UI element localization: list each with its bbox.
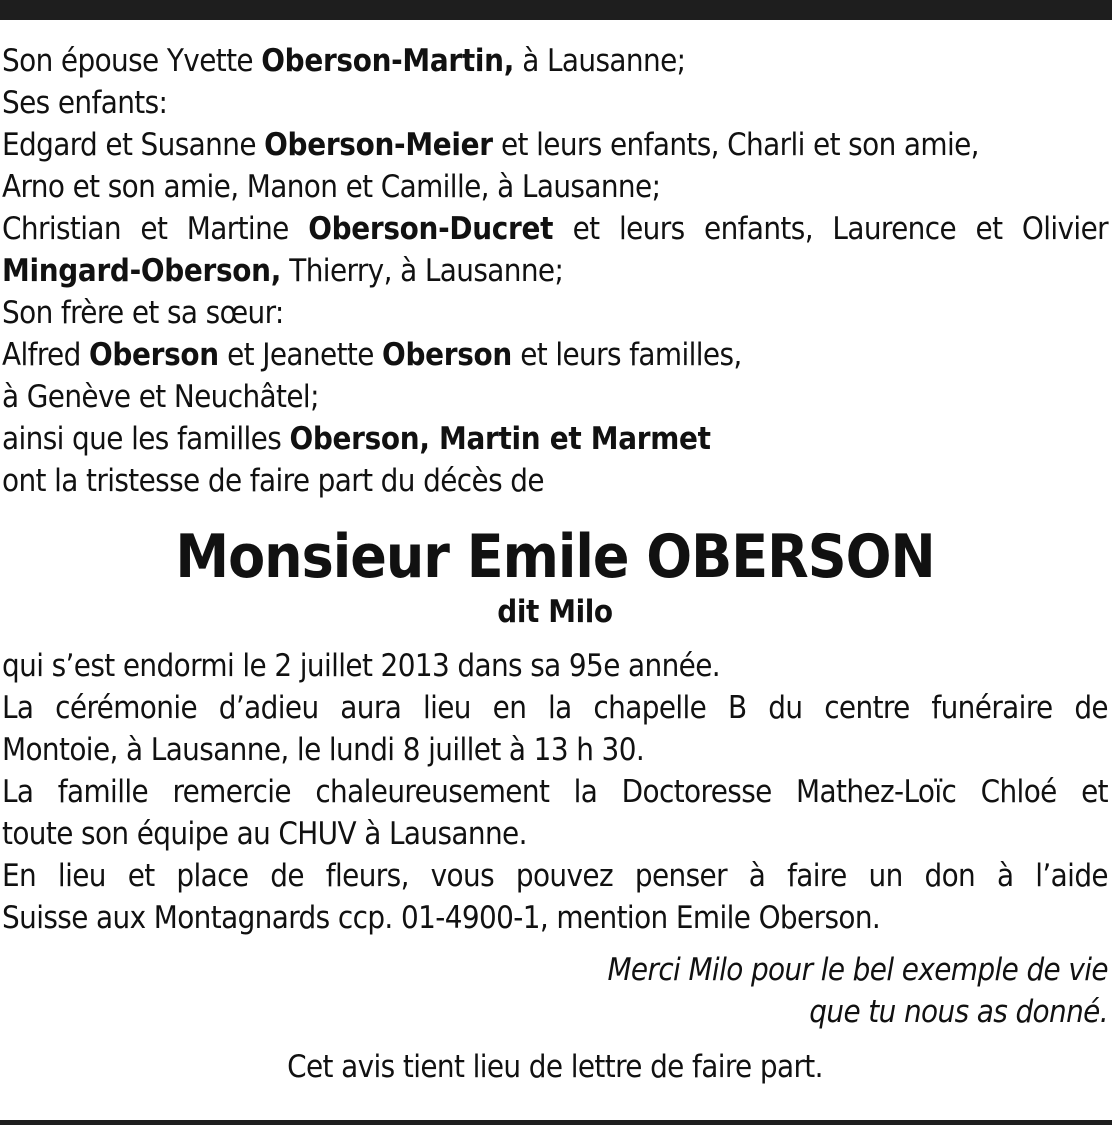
child2-line2: Mingard-Oberson, Thierry, à Lausanne; [2, 253, 564, 289]
obituary-notice [2, 40, 1108, 1088]
families-line: ainsi que les familles Oberson, Martin et Marmet [2, 421, 711, 457]
quote-line1: Merci Milo pour le bel exemple de vie [607, 952, 1108, 988]
deceased-name: Monsieur Emile OBERSON [175, 522, 935, 592]
bottom-rule [0, 1120, 1112, 1125]
quote [2, 949, 1108, 1033]
child1-name: Oberson-Meier [264, 127, 493, 163]
child2-name2: Mingard-Oberson, [2, 253, 282, 289]
thanks-line2: toute son équipe au CHUV à Lausanne. [2, 816, 527, 852]
ceremony-line2: Montoie, à Lausanne, le lundi 8 juillet à 13 h 30. [2, 732, 645, 768]
sibling1-name: Oberson [88, 337, 219, 373]
siblings-line: Alfred Oberson et Jeanette Oberson et leurs familles, [2, 337, 742, 373]
sibling2-name: Oberson [382, 337, 512, 373]
child1-line2: Arno et son amie, Manon et Camille, à Lausanne; [2, 169, 661, 205]
siblings-line2: à Genève et Neuchâtel; [2, 379, 319, 415]
deceased-nickname: dit Milo [497, 594, 613, 630]
ceremony-line1: La cérémonie d’adieu aura lieu en la chapelle B du centre funéraire de [2, 690, 1108, 726]
children-header: Ses enfants: [2, 85, 168, 121]
child2-name: Oberson-Ducret [308, 211, 554, 247]
thanks-line1: La famille remercie chaleureusement la Doctoresse Mathez-Loïc Chloé et [2, 774, 1108, 810]
top-rule [0, 0, 1112, 20]
announce-line: ont la tristesse de faire part du décès de [2, 463, 544, 499]
closing-line: Cet avis tient lieu de lettre de faire part. [287, 1049, 823, 1085]
families-names: Oberson, Martin et Marmet [289, 421, 711, 457]
child1-line: Edgard et Susanne Oberson-Meier et leurs enfants, Charli et son amie, [2, 127, 979, 163]
spouse-line: Son épouse Yvette Oberson-Martin, à Lausanne; [2, 43, 686, 79]
spouse-name: Oberson-Martin, [261, 43, 514, 79]
donation-line1: En lieu et place de fleurs, vous pouvez penser à faire un don à l’aide [2, 858, 1108, 894]
details-block [2, 645, 1108, 939]
child2-line: Christian et Martine Oberson-Ducret et leurs enfants, Laurence et Olivier [2, 211, 1108, 247]
donation-line2: Suisse aux Montagnards ccp. 01-4900-1, mention Emile Oberson. [2, 900, 881, 936]
quote-line2: que tu nous as donné. [809, 994, 1108, 1030]
death-line: qui s’est endormi le 2 juillet 2013 dans sa 95e année. [2, 648, 721, 684]
siblings-header: Son frère et sa sœur: [2, 295, 284, 331]
